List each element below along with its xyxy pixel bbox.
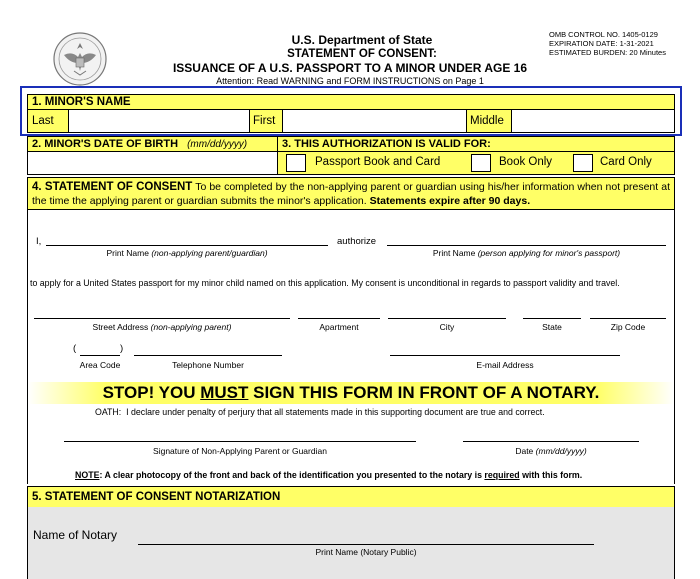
dob-field[interactable]: [27, 151, 278, 175]
street-address-field[interactable]: [34, 318, 290, 319]
oath-text: I declare under penalty of perjury that all statements made in this supporting document are true and correct.: [126, 407, 545, 417]
form-title-line1: STATEMENT OF CONSENT:: [287, 48, 437, 60]
estimated-burden: ESTIMATED BURDEN: 20 Minutes: [549, 48, 666, 57]
minor-name-highlight: [20, 86, 682, 136]
signature-caption: Signature of Non-Applying Parent or Guardian: [153, 446, 327, 456]
section2-header: [27, 136, 278, 152]
email-caption: E-mail Address: [476, 360, 534, 370]
photocopy-note: NOTE: A clear photocopy of the front and back of the identification you presented to the notary is required with this form.: [75, 470, 583, 480]
oath-statement: [95, 407, 545, 417]
telephone-field[interactable]: [134, 355, 282, 356]
signature-field[interactable]: [64, 441, 416, 442]
form-title-line2: ISSUANCE OF A U.S. PASSPORT TO A MINOR UNDER AGE 16: [172, 61, 528, 75]
city-caption: City: [439, 322, 455, 332]
area-code-close-paren: ): [120, 343, 124, 354]
area-code-field[interactable]: [80, 355, 120, 356]
expiration-date: EXPIRATION DATE: 1-31-2021: [549, 39, 654, 48]
state-field[interactable]: [523, 318, 581, 319]
apartment-field[interactable]: [298, 318, 380, 319]
city-field[interactable]: [388, 318, 506, 319]
omb-control-number: OMB CONTROL NO. 1405-0129: [549, 30, 658, 39]
section4-expiry: Statements expire after 90 days.: [369, 195, 531, 207]
zip-code-caption: Zip Code: [610, 322, 646, 332]
required-emphasis: required: [484, 470, 520, 480]
apartment-caption: Apartment: [319, 322, 359, 332]
street-address-caption: Street Address (non-applying parent): [92, 322, 232, 332]
must-emphasis: MUST: [200, 383, 249, 402]
first-name-label: First: [253, 115, 276, 127]
book-only-checkbox[interactable]: [471, 154, 491, 172]
oath-label: OATH:: [95, 407, 122, 417]
state-caption: State: [542, 322, 562, 332]
print-name-caption-1: Print Name (non-applying parent/guardian): [106, 248, 268, 258]
section3-header: [277, 136, 675, 152]
telephone-caption: Telephone Number: [172, 360, 244, 370]
area-code-open-paren: (: [73, 343, 77, 354]
non-applying-parent-name-field[interactable]: [46, 245, 328, 246]
section5-body: [27, 507, 675, 579]
authorize-label: authorize: [337, 236, 377, 247]
consent-text: to apply for a United States passport for my minor child named on this application. My consent is unconditional in regards to passport validity and travel.: [30, 278, 620, 288]
attention-note: Attention: Read WARNING and FORM INSTRUCTIONS on Page 1: [216, 76, 484, 86]
i-label: I,: [36, 236, 42, 247]
last-name-label: Last: [32, 115, 54, 127]
zip-code-field[interactable]: [590, 318, 666, 319]
print-name-caption-2: Print Name (person applying for minor's passport): [432, 248, 621, 258]
card-only-label: Card Only: [600, 156, 652, 168]
section5-header: [27, 486, 675, 508]
passport-book-and-card-checkbox[interactable]: [286, 154, 306, 172]
section4-intro: To be completed by the non-applying parent or guardian using his/her information when not present at the time the applying parent or guardian submits the minor's application.: [32, 181, 670, 207]
section5-title: 5. STATEMENT OF CONSENT NOTARIZATION: [32, 491, 281, 503]
notary-name-label: Name of Notary: [33, 528, 118, 542]
middle-name-label: Middle: [470, 115, 504, 127]
signature-date-caption: Date (mm/dd/yyyy): [515, 446, 587, 456]
dob-format: (mm/dd/yyyy): [187, 139, 248, 150]
section1-title: 1. MINOR'S NAME: [32, 96, 131, 108]
notary-warning-banner: STOP! YOU MUST SIGN THIS FORM IN FRONT OF A NOTARY.: [28, 382, 674, 404]
section4-header: [27, 177, 675, 210]
email-field[interactable]: [390, 355, 620, 356]
authorization-options: [277, 151, 675, 175]
passport-book-and-card-label: Passport Book and Card: [315, 156, 441, 168]
notary-name-field[interactable]: [138, 544, 594, 545]
section2-title: 2. MINOR'S DATE OF BIRTH: [32, 138, 179, 150]
applying-person-name-field[interactable]: [387, 245, 666, 246]
department-name: U.S. Department of State: [291, 33, 433, 47]
section3-title: 3. THIS AUTHORIZATION IS VALID FOR:: [282, 138, 491, 150]
area-code-caption: Area Code: [79, 360, 121, 370]
card-only-checkbox[interactable]: [573, 154, 593, 172]
book-only-label: Book Only: [499, 156, 553, 168]
section4-title: 4. STATEMENT OF CONSENT: [32, 181, 193, 193]
note-label: NOTE: [75, 470, 100, 480]
signature-date-field[interactable]: [463, 441, 639, 442]
notary-name-caption: Print Name (Notary Public): [315, 547, 417, 557]
